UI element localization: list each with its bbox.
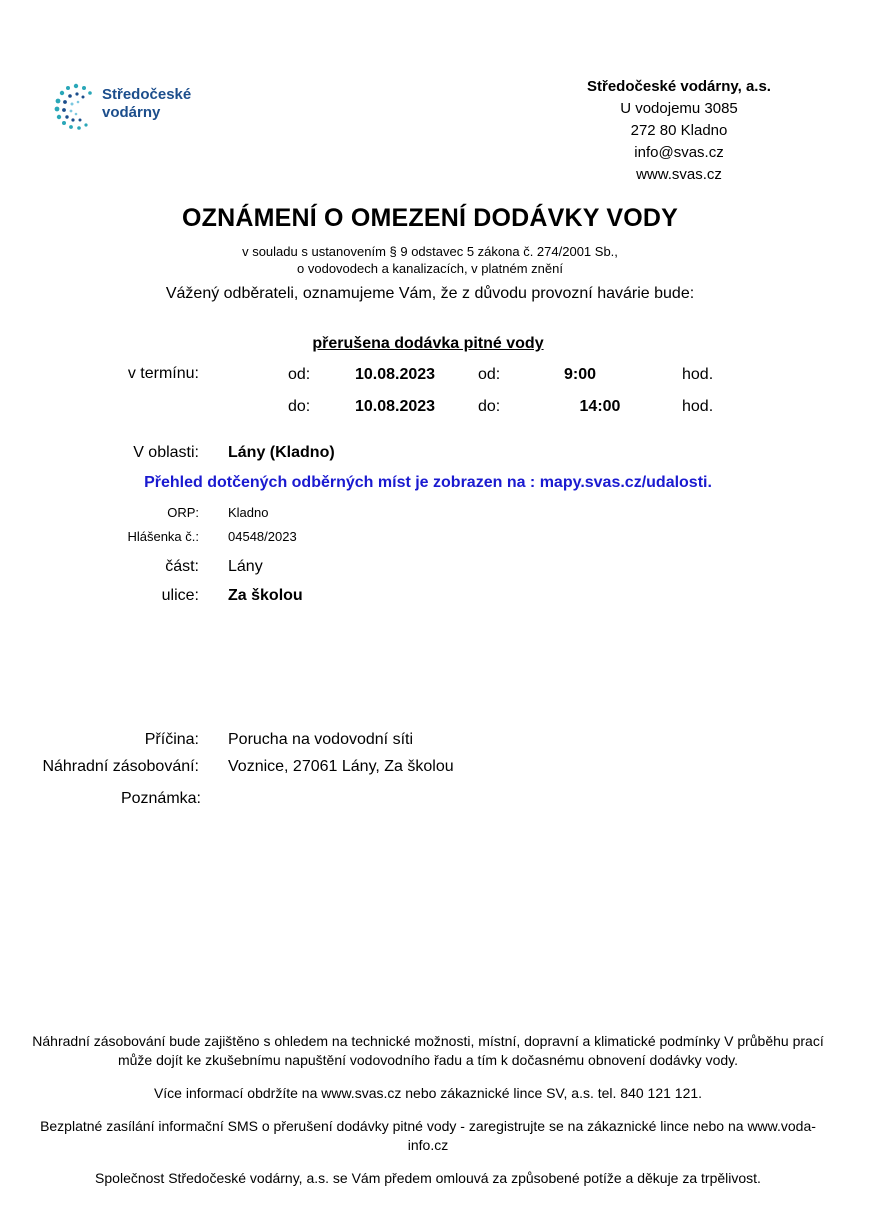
footer-paragraph-4: Společnost Středočeské vodárny, a.s. se Vám předem omlouvá za způsobené potíže a děkuje za trpělivost. <box>95 1170 761 1186</box>
company-address <box>549 76 809 186</box>
footer-paragraph-1: Náhradní zásobování bude zajištěno s ohledem na technické možnosti, místní, dopravní a klimatické podmínky V průběhu prací může dojít ke zkušebnímu napuštění vodovodního řadu a tím k dočasnému obnovení dodávky vody. <box>32 1033 824 1068</box>
footer-paragraph-3: Bezplatné zasílání informační SMS o přerušení dodávky pitné vody - zaregistrujte se na zákaznické lince nebo na www.voda-info.cz <box>40 1118 816 1153</box>
term-to-date: 10.08.2023 <box>355 398 436 415</box>
company-email: info@svas.cz <box>634 144 724 161</box>
footer-notice <box>20 1032 836 1188</box>
orp-value: Kladno <box>228 505 269 520</box>
company-logo <box>48 80 238 136</box>
company-city: 272 80 Kladno <box>630 122 728 139</box>
term-from-label: od: <box>288 366 311 383</box>
area-value: Lány (Kladno) <box>228 444 335 461</box>
report-value: 04548/2023 <box>228 529 297 544</box>
note-label: Poznámka: <box>120 790 201 807</box>
replacement-value: Voznice, 27061 Lány, Za školou <box>228 758 454 775</box>
part-label: část: <box>165 558 199 575</box>
term-from-time-label: od: <box>478 366 501 383</box>
orp-label: ORP: <box>167 505 199 520</box>
replacement-label: Náhradní zásobování: <box>42 758 199 775</box>
term-from-unit: hod. <box>682 366 714 383</box>
page-title: OZNÁMENÍ O OMEZENÍ DODÁVKY VODY <box>181 204 679 232</box>
company-street: U vodojemu 3085 <box>620 100 738 117</box>
term-to-time: 14:00 <box>579 398 621 415</box>
area-label: V oblasti: <box>133 444 199 461</box>
street-value: Za školou <box>228 587 303 604</box>
part-value: Lány <box>228 558 263 575</box>
footer-paragraph-2: Více informací obdržíte na www.svas.cz nebo zákaznické lince SV, a.s. tel. 840 121 121. <box>153 1085 703 1101</box>
law-reference-line-2: o vodovodech a kanalizacích, v platném znění <box>297 261 563 276</box>
term-to-time-label: do: <box>478 398 501 415</box>
term-from-date: 10.08.2023 <box>355 366 436 383</box>
report-label: Hlášenka č.: <box>127 529 199 544</box>
map-link[interactable]: Přehled dotčených odběrných míst je zobrazen na : mapy.svas.cz/udalosti. <box>144 474 712 491</box>
cause-value: Porucha na vodovodní síti <box>228 731 414 748</box>
company-name: Středočeské vodárny, a.s. <box>587 78 771 95</box>
term-to-label: do: <box>288 398 311 415</box>
cause-label: Příčina: <box>144 731 199 748</box>
law-reference-line-1: v souladu s ustanovením § 9 odstavec 5 zákona č. 274/2001 Sb., <box>242 244 618 259</box>
water-dots-icon <box>48 80 104 136</box>
term-label: v termínu: <box>127 365 199 382</box>
company-web: www.svas.cz <box>636 166 722 183</box>
logo-line-2: vodárny <box>102 104 161 121</box>
term-to-unit: hod. <box>682 398 714 415</box>
intro-text: Vážený odběrateli, oznamujeme Vám, že z důvodu provozní havárie bude: <box>165 285 695 302</box>
logo-line-1: Středočeské <box>102 86 192 103</box>
outage-heading: přerušena dodávka pitné vody <box>312 335 544 352</box>
street-label: ulice: <box>161 587 199 604</box>
term-from-time: 9:00 <box>563 366 597 383</box>
